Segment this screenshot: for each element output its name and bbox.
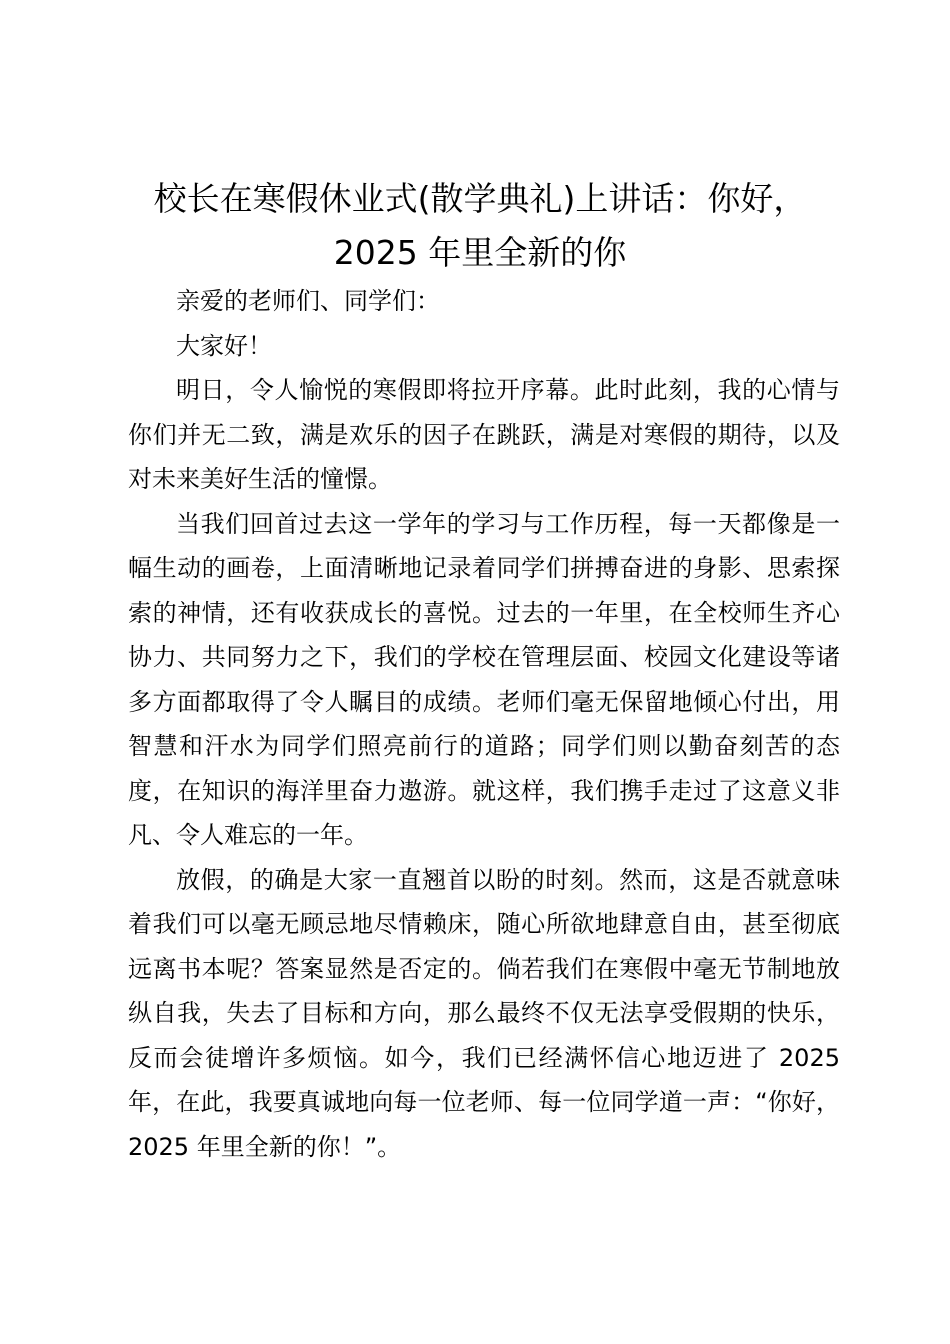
document-title: 校长在寒假休业式(散学典礼)上讲话：你好，2025 年里全新的你 bbox=[153, 179, 807, 272]
paragraph-advice: 放假，的确是大家一直翘首以盼的时刻。然而，这是否就意味着我们可以毫无顾忌地尽情赖床，随心所欲地肆意自由，甚至彻底远离书本呢？答案显然是否定的。倘若我们在寒假中毫无节制地放纵自我，失去了目标和方向，那么最终不仅无法享受假期的快乐，反而会徒增许多烦恼。如今，我们已经满怀信心地迈进了 2025 年，在此，我要真诚地向每一位老师、每一位同学道一声：“你好，2025 年里全新的你！”。 bbox=[128, 865, 840, 1161]
paragraph-greeting: 亲爱的老师们、同学们： bbox=[176, 287, 440, 315]
paragraph-holiday-start: 明日，令人愉悦的寒假即将拉开序幕。此时此刻，我的心情与你们并无二致，满是欢乐的因子在跳跃，满是对寒假的期待，以及对未来美好生活的憧憬。 bbox=[128, 376, 840, 493]
paragraph-review: 当我们回首过去这一学年的学习与工作历程，每一天都像是一幅生动的画卷，上面清晰地记录着同学们拼搏奋进的身影、思索探索的神情，还有收获成长的喜悦。过去的一年里，在全校师生齐心协力、共同努力之下，我们的学校在管理层面、校园文化建设等诸多方面都取得了令人瞩目的成绩。老师们毫无保留地倾心付出，用智慧和汗水为同学们照亮前行的道路；同学们则以勤奋刻苦的态度，在知识的海洋里奋力遨游。就这样，我们携手走过了这意义非凡、令人难忘的一年。 bbox=[128, 509, 840, 849]
paragraph-hello: 大家好！ bbox=[176, 331, 272, 360]
document-body bbox=[128, 279, 840, 1169]
